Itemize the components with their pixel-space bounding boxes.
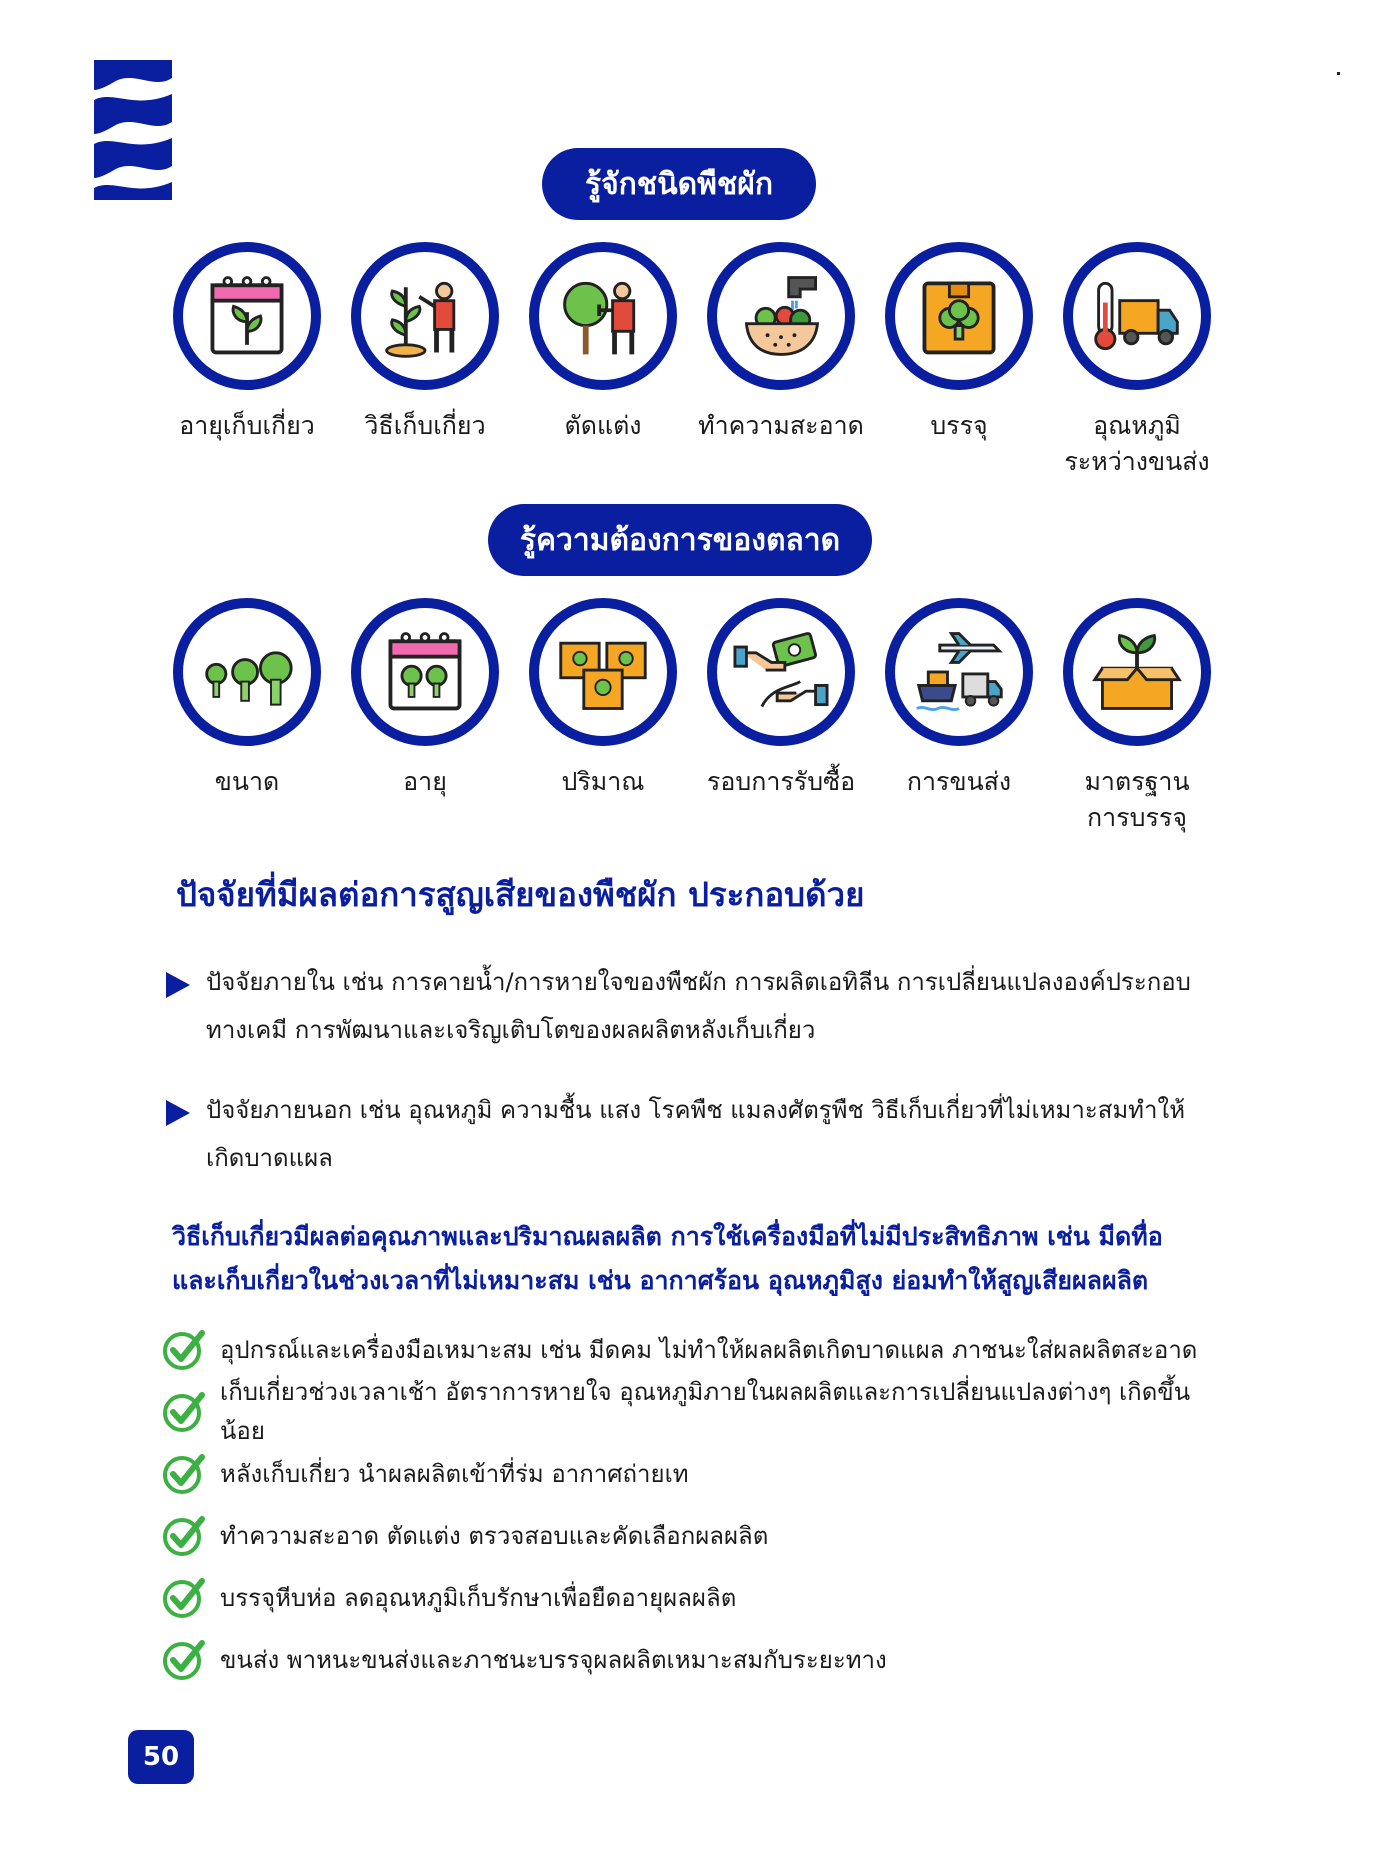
factor-internal-line1: ปัจจัยภายใน เช่น การคายน้ำ/การหายใจของพืชผัก การผลิตเอทิลีน การเปลี่ยนแปลงองค์ประกอบ <box>206 968 1191 996</box>
section2-item-age <box>330 598 520 800</box>
checklist-text: ทำความสะอาด ตัดแต่ง ตรวจสอบและคัดเลือกผลผลิต <box>220 1521 769 1550</box>
section2-label-4: รอบการรับซื้อ <box>706 767 856 796</box>
factor-external-line1: ปัจจัยภายนอก เช่น อุณหภูมิ ความชื้น แสง โรคพืช แมลงศัตรูพืช วิธีเก็บเกี่ยวที่ไม่เหมาะสมทำให้ <box>206 1096 1186 1124</box>
gardener-trim-icon <box>555 268 651 364</box>
checklist-item <box>162 1566 1222 1628</box>
section1-item-harvest-age <box>152 242 342 444</box>
checklist <box>162 1318 1222 1690</box>
bullet-arrow-icon <box>166 1100 190 1126</box>
section2-label-5: การขนส่ง <box>906 767 1012 796</box>
checklist-item <box>162 1318 1222 1380</box>
checklist-text: อุปกรณ์และเครื่องมือเหมาะสม เช่น มีดคม ไม่ทำให้ผลผลิตเกิดบาดแผล ภาชนะใส่ผลผลิตสะอาด <box>220 1335 1198 1364</box>
page-number: 50 <box>128 1730 194 1784</box>
checklist-text: หลังเก็บเกี่ยว นำผลผลิตเข้าที่ร่ม อากาศถ่ายเท <box>220 1459 689 1488</box>
harvest-note <box>172 1215 1212 1303</box>
factor-internal <box>166 958 1196 1054</box>
section1-item-harvest-method <box>330 242 520 444</box>
harvest-note-line2: และเก็บเกี่ยวในช่วงเวลาที่ไม่เหมาะสม เช่น อากาศร้อน อุณหภูมิสูง ย่อมทำให้สูญเสียผลผลิต <box>172 1266 1149 1295</box>
section2-item-purchase-cycle <box>686 598 876 800</box>
thermometer-truck-icon <box>1089 268 1185 364</box>
factor-internal-line2: ทางเคมี การพัฒนาและเจริญเติบโตของผลผลิตหลังเก็บเกี่ยว <box>206 1016 816 1044</box>
section2-item-transport <box>864 598 1054 800</box>
check-icon <box>162 1513 206 1557</box>
corner-dot <box>1337 72 1340 75</box>
section1-item-clean <box>686 242 876 444</box>
section1-label-4: ทำความสะอาด <box>698 411 864 440</box>
factor-external-line2: เกิดบาดแผล <box>206 1144 333 1172</box>
calendar-sprout-icon <box>199 268 295 364</box>
section1-label-5: บรรจุ <box>930 411 988 440</box>
section1-label-2: วิธีเก็บเกี่ยว <box>364 411 486 440</box>
section1-item-temperature <box>1042 242 1232 480</box>
bullet-arrow-icon <box>166 972 190 998</box>
section2-label-6: มาตรฐาน การบรรจุ <box>1084 767 1190 832</box>
factors-title: ปัจจัยที่มีผลต่อการสูญเสียของพืชผัก ประกอบด้วย <box>176 875 865 914</box>
section2-item-size <box>152 598 342 800</box>
section2-label-1: ขนาด <box>214 767 280 796</box>
checklist-item <box>162 1442 1222 1504</box>
section2-label-3: ปริมาณ <box>561 767 645 796</box>
section1-item-trim <box>508 242 698 444</box>
calendar-broccoli-icon <box>377 624 473 720</box>
boxes-quantity-icon <box>555 624 651 720</box>
checklist-text: ขนส่ง พาหนะขนส่งและภาชนะบรรจุผลผลิตเหมาะสมกับระยะทาง <box>220 1645 887 1674</box>
section2-label-2: อายุ <box>403 767 447 796</box>
hand-money-icon <box>733 624 829 720</box>
broccoli-box-icon <box>911 268 1007 364</box>
section2-item-packaging-standard <box>1042 598 1232 836</box>
check-icon <box>162 1451 206 1495</box>
section1-label-3: ตัดแต่ง <box>564 411 642 440</box>
check-icon <box>162 1389 206 1433</box>
washing-vegetables-icon <box>733 268 829 364</box>
broccoli-size-icon <box>199 624 295 720</box>
checklist-item <box>162 1378 1222 1445</box>
transport-icon <box>911 624 1007 720</box>
check-icon <box>162 1327 206 1371</box>
section1-label-6: อุณหภูมิ ระหว่างขนส่ง <box>1064 411 1210 476</box>
logo-icon <box>94 60 172 200</box>
farmer-harvest-icon <box>377 268 473 364</box>
checklist-text: บรรจุหีบห่อ ลดอุณหภูมิเก็บรักษาเพื่อยืดอายุผลผลิต <box>220 1583 737 1612</box>
factor-external <box>166 1086 1196 1182</box>
section1-label-1: อายุเก็บเกี่ยว <box>179 411 315 440</box>
checklist-item <box>162 1628 1222 1690</box>
section2-title: รู้ความต้องการของตลาด <box>488 504 872 576</box>
checklist-item <box>162 1504 1222 1566</box>
check-icon <box>162 1637 206 1681</box>
plant-box-icon <box>1089 624 1185 720</box>
check-icon <box>162 1575 206 1619</box>
checklist-text: เก็บเกี่ยวช่วงเวลาเช้า อัตราการหายใจ อุณหภูมิภายในผลผลิตและการเปลี่ยนแปลงต่างๆ เกิดขึ้นน้อย <box>220 1378 1191 1445</box>
harvest-note-line1: วิธีเก็บเกี่ยวมีผลต่อคุณภาพและปริมาณผลผลิต การใช้เครื่องมือที่ไม่มีประสิทธิภาพ เช่น มีดทื่อ <box>172 1222 1163 1251</box>
section2-item-quantity <box>508 598 698 800</box>
section1-item-pack <box>864 242 1054 444</box>
section1-title: รู้จักชนิดพืชผัก <box>542 148 816 220</box>
